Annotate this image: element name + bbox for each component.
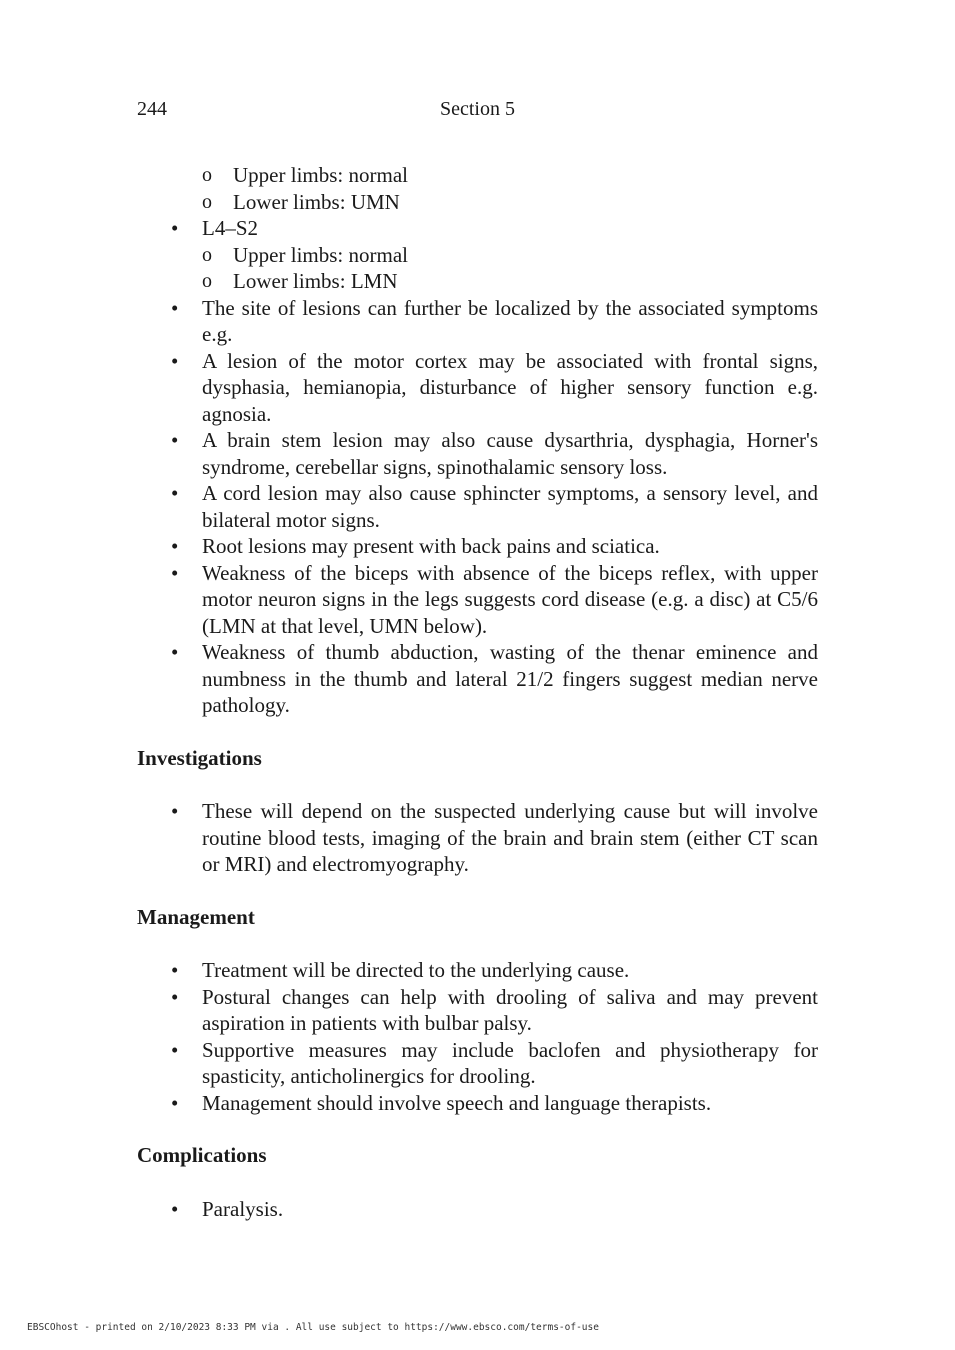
list-item-text: A cord lesion may also cause sphincter symptoms, a sensory level, and bilateral motor signs. <box>202 481 818 532</box>
circle-bullet-icon: o <box>202 243 212 266</box>
page-body <box>137 162 818 1222</box>
sub-list-item-text: Upper limbs: normal <box>233 163 408 187</box>
list-item-text: L4–S2 <box>202 216 259 240</box>
page-number: 244 <box>137 98 167 120</box>
bullet-icon: • <box>171 1196 179 1221</box>
list-item <box>137 1090 818 1117</box>
section-heading-complications: Complications <box>137 1143 267 1167</box>
sub-list-item <box>137 242 818 269</box>
sub-list-item <box>137 189 818 216</box>
list-item-text: These will depend on the suspected underlying cause but will involve routine blood tests, imaging of the brain and brain stem (either CT scan or MRI) and electromyography. <box>202 799 818 876</box>
bullet-icon: • <box>171 348 179 373</box>
circle-bullet-icon: o <box>202 270 212 292</box>
list-item <box>137 348 818 428</box>
section-heading-investigations: Investigations <box>137 745 262 770</box>
list-item <box>137 533 818 560</box>
list-item-text: Treatment will be directed to the underlying cause. <box>202 958 630 982</box>
list-item-text: Management should involve speech and language therapists. <box>202 1090 712 1115</box>
list-item-text: Paralysis. <box>202 1196 284 1221</box>
bullet-icon: • <box>171 216 179 240</box>
list-item-text: A brain stem lesion may also cause dysarthria, dysphagia, Horner's syndrome, cerebellar signs, spinothalamic sensory loss. <box>202 428 818 479</box>
list-item-l4-s2 <box>137 215 818 242</box>
bullet-icon: • <box>171 1090 179 1115</box>
bullet-icon: • <box>171 428 179 452</box>
list-item <box>137 957 818 984</box>
list-item <box>137 560 818 640</box>
list-item <box>137 295 818 348</box>
list-item <box>137 1196 818 1223</box>
bullet-icon: • <box>171 984 179 1009</box>
sub-list-item <box>137 268 818 295</box>
list-item <box>137 798 818 878</box>
list-item <box>137 427 818 480</box>
list-item <box>137 639 818 719</box>
list-item-text: The site of lesions can further be localized by the associated symptoms e.g. <box>202 295 818 346</box>
sub-list-item-text: Upper limbs: normal <box>233 242 408 267</box>
list-item-text: Supportive measures may include baclofen and physiotherapy for spasticity, anticholinergics for drooling. <box>202 1037 818 1088</box>
bullet-icon: • <box>171 534 179 558</box>
list-item <box>137 984 818 1037</box>
section-heading-management: Management <box>137 904 255 929</box>
circle-bullet-icon: o <box>202 164 212 186</box>
list-item-text: Root lesions may present with back pains and sciatica. <box>202 534 660 558</box>
list-item <box>137 1037 818 1090</box>
list-item-text: A lesion of the motor cortex may be associated with frontal signs, dysphasia, hemianopia, disturbance of higher sensory function e.g. agnosia. <box>202 348 818 426</box>
bullet-icon: • <box>171 640 179 664</box>
sub-list-item-text: Lower limbs: UMN <box>233 189 400 214</box>
bullet-icon: • <box>171 560 179 585</box>
bullet-icon: • <box>171 295 179 320</box>
list-item-text: Weakness of the biceps with absence of the biceps reflex, with upper motor neuron signs in the legs suggests cord disease (e.g. a disc) at C5/6 (LMN at that level, UMN below). <box>202 560 818 638</box>
sub-list-item <box>137 162 818 189</box>
running-head: Section 5 <box>440 98 515 120</box>
bullet-icon: • <box>171 1037 179 1062</box>
bullet-icon: • <box>171 481 179 505</box>
list-item <box>137 480 818 533</box>
list-item-text: Postural changes can help with drooling of saliva and may prevent aspiration in patients with bulbar palsy. <box>202 984 818 1035</box>
sub-list-item-text: Lower limbs: LMN <box>233 269 398 293</box>
bullet-icon: • <box>171 958 179 982</box>
list-item-text: Weakness of thumb abduction, wasting of the thenar eminence and numbness in the thumb and lateral 21/2 fingers suggest median nerve pathology. <box>202 640 818 717</box>
bullet-icon: • <box>171 799 179 823</box>
print-footer: EBSCOhost - printed on 2/10/2023 8:33 PM via . All use subject to https://www.ebsco.com/terms-of-use <box>27 1322 599 1333</box>
circle-bullet-icon: o <box>202 190 212 213</box>
